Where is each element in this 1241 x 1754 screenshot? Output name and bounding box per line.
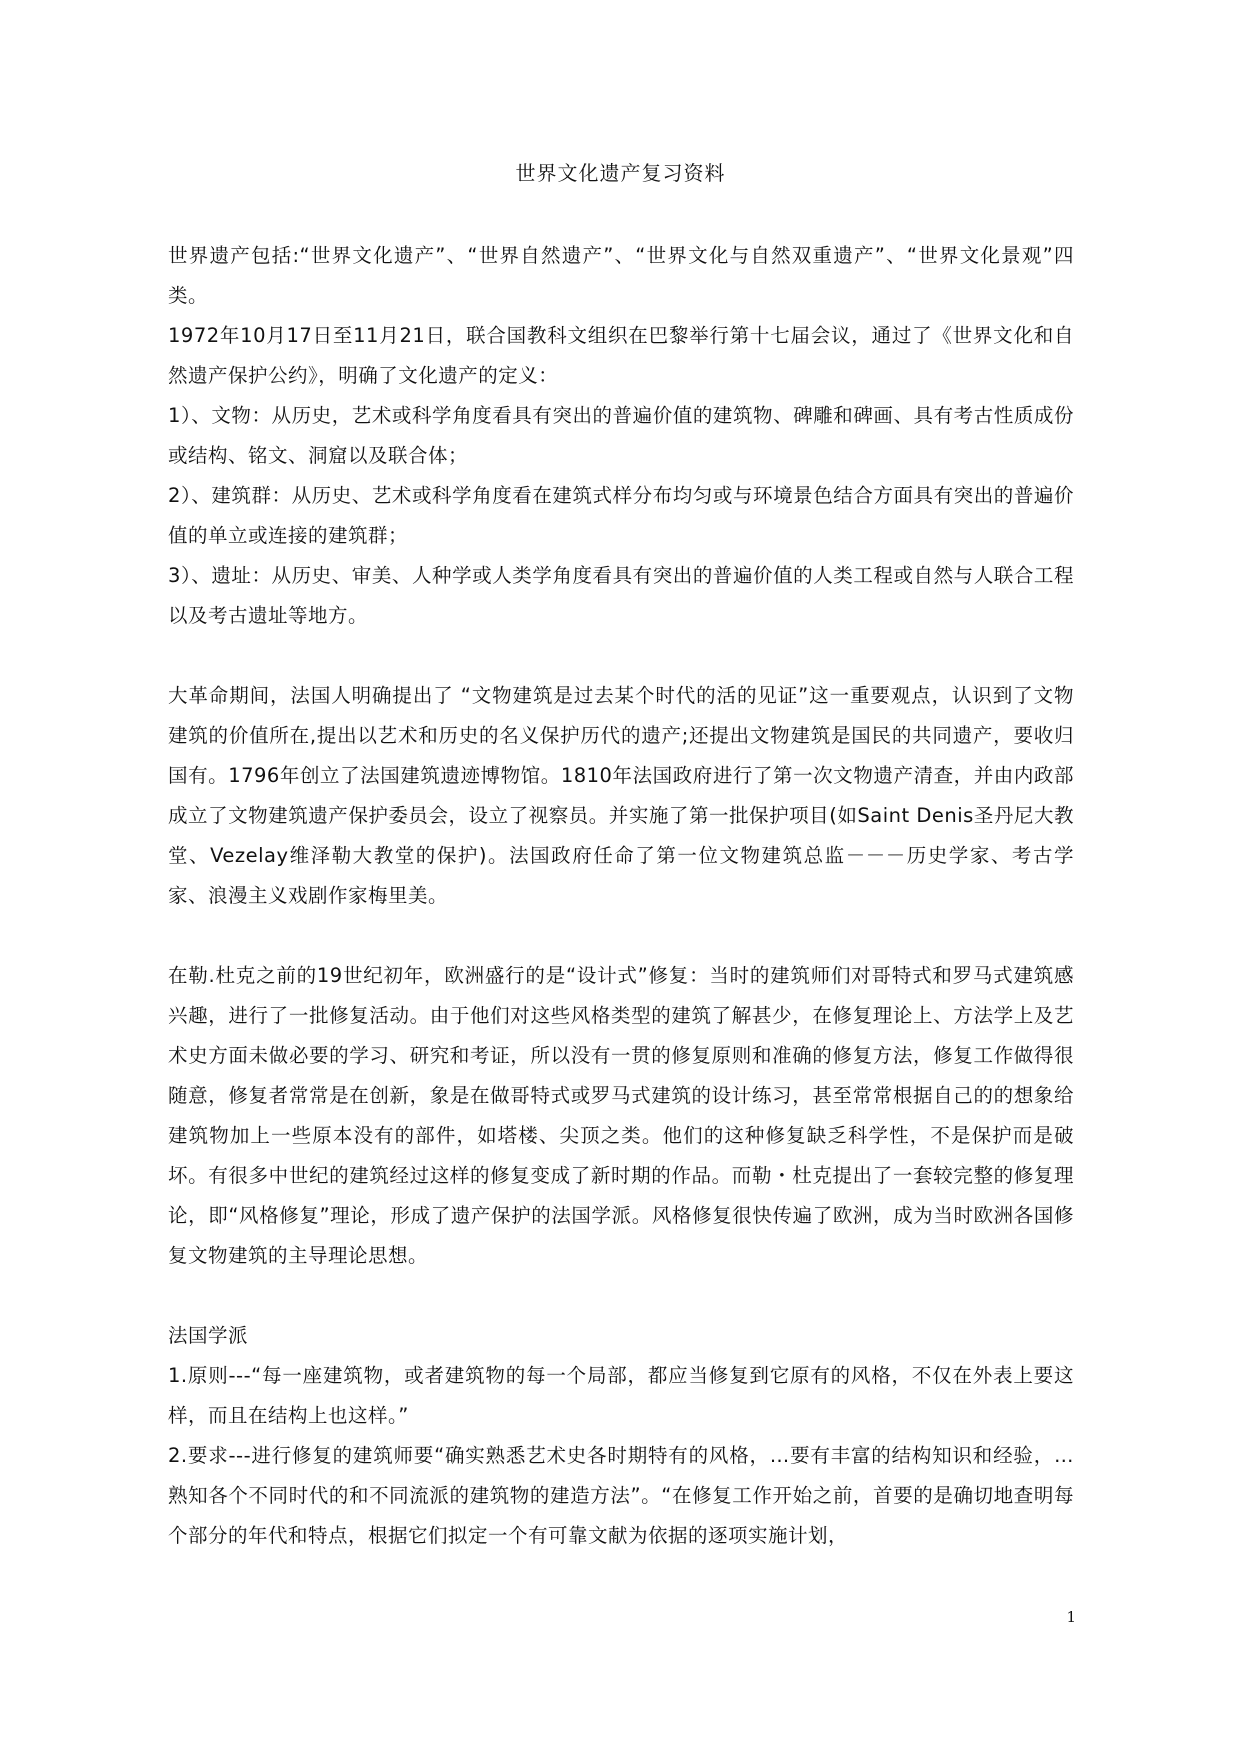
document-body (168, 236, 1074, 1556)
paragraph-definition-sites: 3）、遗址：从历史、审美、人种学或人类学角度看具有突出的普遍价值的人类工程或自然与人联合工程以及考古遗址等地方。 (168, 564, 1074, 627)
paragraph-spacer (168, 1276, 1074, 1316)
paragraph-stylistic-restoration: 在勒.杜克之前的19世纪初年，欧洲盛行的是“设计式”修复：当时的建筑师们对哥特式和罗马式建筑感兴趣，进行了一批修复活动。由于他们对这些风格类型的建筑了解甚少，在修复理论上、方法学上及艺术史方面未做必要的学习、研究和考证，所以没有一贯的修复原则和准确的修复方法，修复工作做得很随意，修复者常常是在创新，象是在做哥特式或罗马式建筑的设计练习，甚至常常根据自己的的想象给建筑物加上一些原本没有的部件，如塔楼、尖顶之类。他们的这种修复缺乏科学性，不是保护而是破坏。有很多中世纪的建筑经过这样的修复变成了新时期的作品。而勒・杜克提出了一套较完整的修复理论，即“风格修复”理论，形成了遗产保护的法国学派。风格修复很快传遍了欧洲，成为当时欧洲各国修复文物建筑的主导理论思想。 (168, 964, 1074, 1267)
paragraph-spacer (168, 916, 1074, 956)
paragraph-french-revolution: 大革命期间，法国人明确提出了 “文物建筑是过去某个时代的活的见证”这一重要观点，认识到了文物建筑的价值所在,提出以艺术和历史的名义保护历代的遗产;还提出文物建筑是国民的共同遗产，要收归国有。1796年创立了法国建筑遗迹博物馆。1810年法国政府进行了第一次文物遗产清查，并由内政部成立了文物建筑遗产保护委员会，设立了视察员。并实施了第一批保护项目(如Saint Denis圣丹尼大教堂、Vezelay维泽勒大教堂的保护)。法国政府任命了第一位文物建筑总监－－－历史学家、考古学家、浪漫主义戏剧作家梅里美。 (168, 684, 1074, 907)
paragraph-definition-groups: 2）、建筑群：从历史、艺术或科学角度看在建筑式样分布均匀或与环境景色结合方面具有突出的普遍价值的单立或连接的建筑群； (168, 484, 1074, 547)
paragraph-spacer (168, 636, 1074, 676)
paragraph-heritage-categories: 世界遗产包括:“世界文化遗产”、“世界自然遗产”、“世界文化与自然双重遗产”、“世界文化景观”四类。 (168, 244, 1074, 307)
paragraph-requirement: 2.要求---进行修复的建筑师要“确实熟悉艺术史各时期特有的风格，…要有丰富的结构知识和经验，…熟知各个不同时代的和不同流派的建筑物的建造方法”。“在修复工作开始之前，首要的是确切地查明每个部分的年代和特点，根据它们拟定一个有可靠文献为依据的逐项实施计划， (168, 1444, 1074, 1547)
paragraph-convention-1972: 1972年10月17日至11月21日，联合国教科文组织在巴黎举行第十七届会议，通过了《世界文化和自然遗产保护公约》，明确了文化遗产的定义： (168, 324, 1074, 387)
paragraph-definition-monuments: 1）、文物：从历史，艺术或科学角度看具有突出的普遍价值的建筑物、碑雕和碑画、具有考古性质成份或结构、铭文、洞窟以及联合体； (168, 404, 1074, 467)
section-heading-french-school: 法国学派 (168, 1324, 249, 1347)
paragraph-principle: 1.原则---“每一座建筑物，或者建筑物的每一个局部，都应当修复到它原有的风格，不仅在外表上要这样，而且在结构上也这样。” (168, 1364, 1074, 1427)
document-title: 世界文化遗产复习资料 (515, 161, 726, 185)
page-number: 1 (1066, 1608, 1076, 1626)
